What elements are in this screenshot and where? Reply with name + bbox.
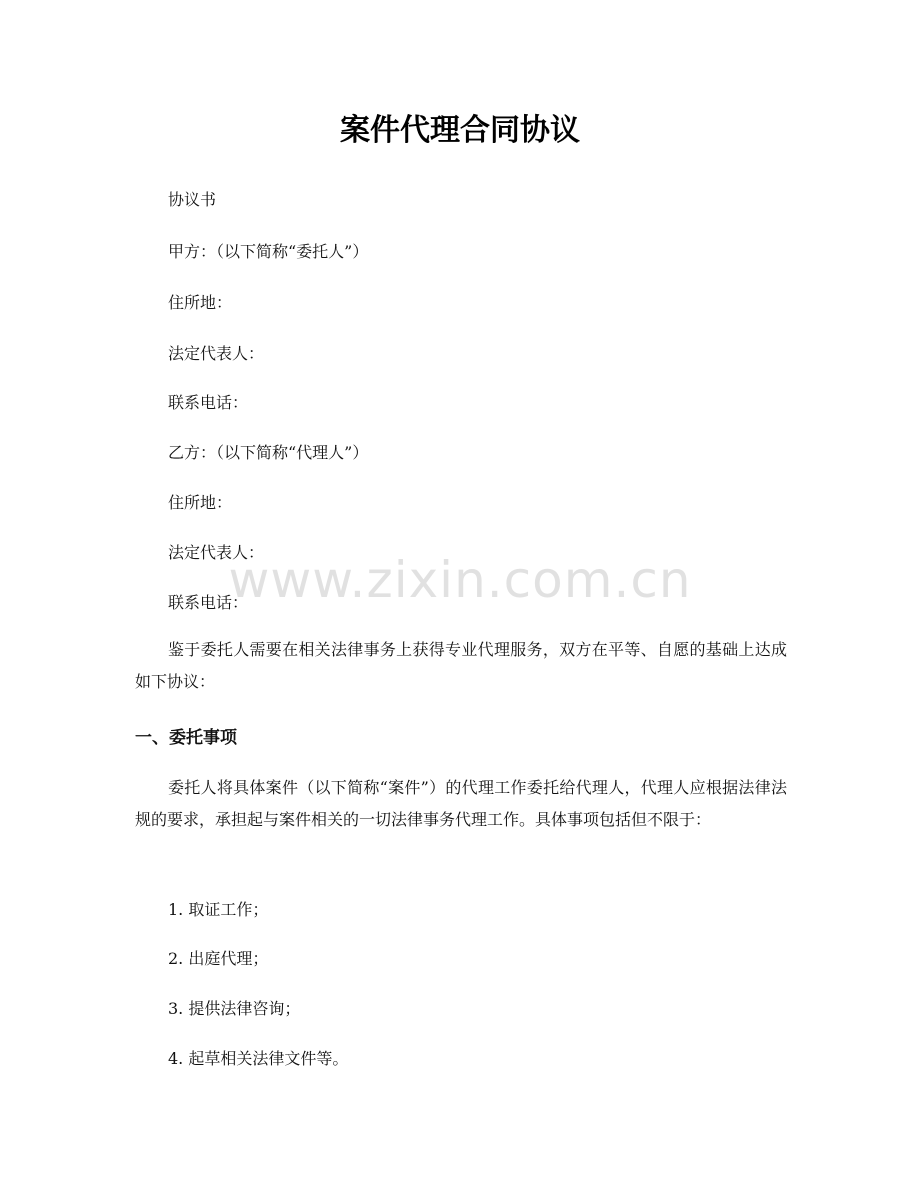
line-party-a-address: 住所地： [168,293,233,312]
line-party-b-representative: 法定代表人： [168,543,265,562]
watermark: www.zixin.com.cn [228,551,692,609]
section-body-paragraph: 委托人将具体案件（以下简称“案件”）的代理工作委托给代理人，代理人应根据法律法规的要求，承担起与案件相关的一切法律事务代理工作。具体事项包括但不限于： [135,778,787,829]
list-item: 4. 起草相关法律文件等。 [168,1049,349,1068]
line-party-a-representative: 法定代表人： [168,344,265,363]
section-heading: 一、委托事项 [135,728,237,748]
document-title: 案件代理合同协议 [340,113,580,148]
line-agreement-label: 协议书 [168,190,217,209]
line-party-b-address: 住所地： [168,493,233,512]
preamble-paragraph: 鉴于委托人需要在相关法律事务上获得专业代理服务，双方在平等、自愿的基础上达成如下协议： [135,640,787,691]
list-item: 1. 取证工作； [168,900,269,919]
list-item: 3. 提供法律咨询； [168,999,301,1018]
line-party-b: 乙方：（以下简称“代理人”） [168,443,369,462]
line-party-a-phone: 联系电话： [168,393,249,412]
line-party-a: 甲方：（以下简称“委托人”） [168,242,369,261]
line-party-b-phone: 联系电话： [168,593,249,612]
list-item: 2. 出庭代理； [168,949,269,968]
